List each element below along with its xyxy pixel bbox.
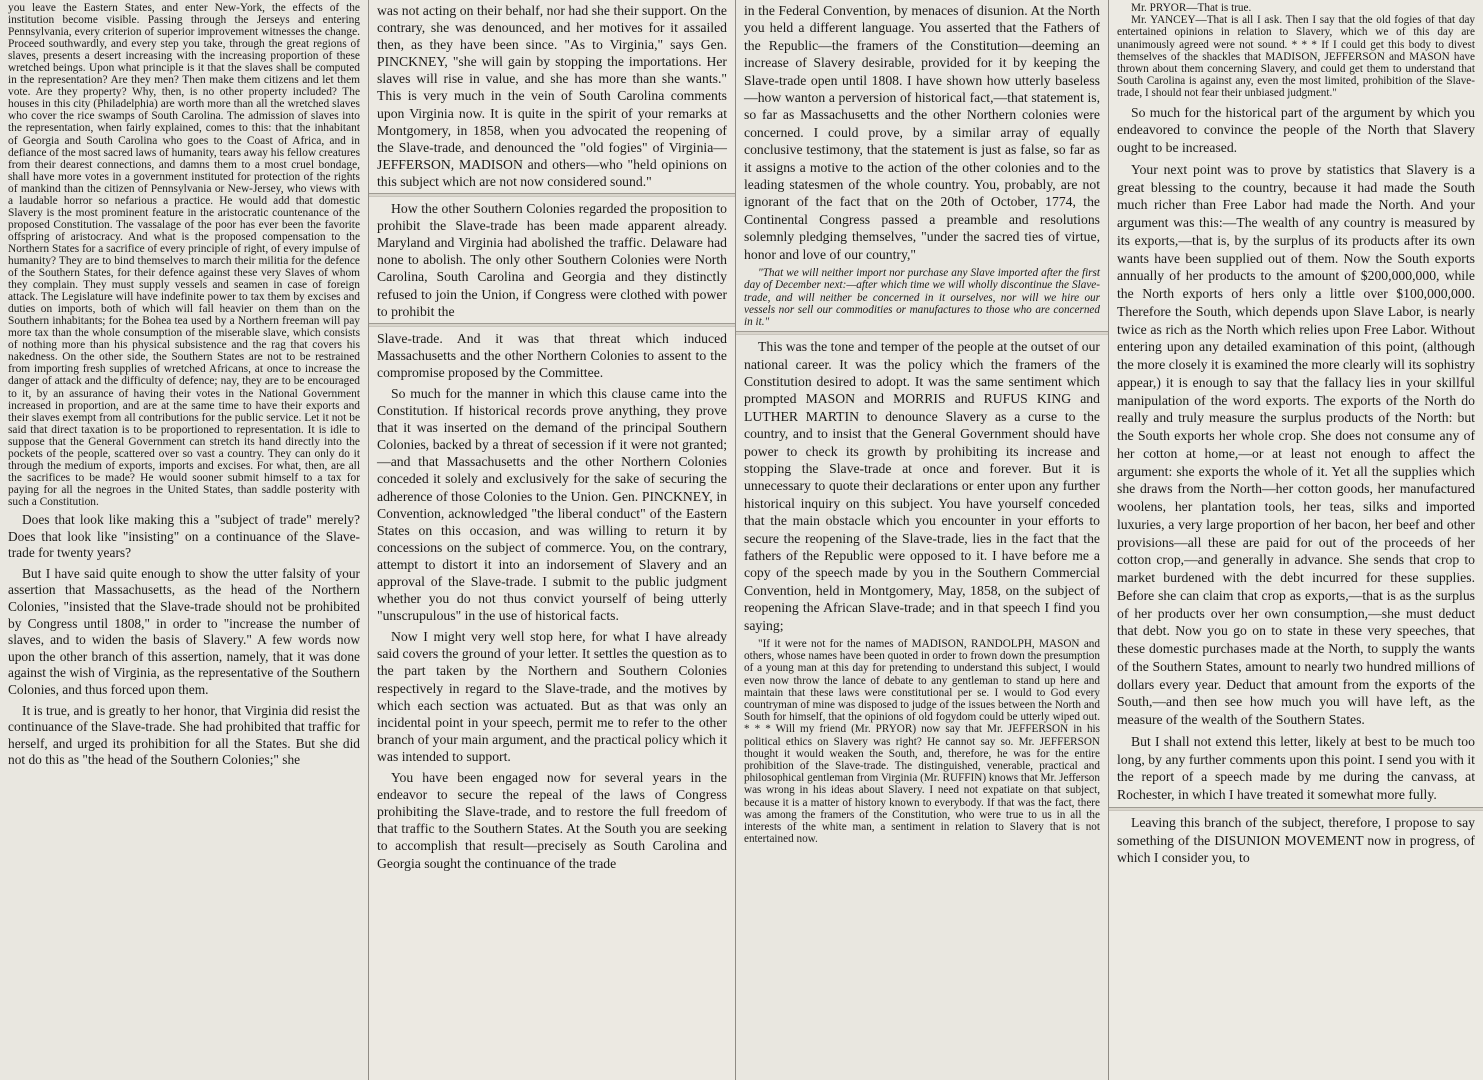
paragraph: Mr. YANCEY—That is all I ask. Then I say that the old fogies of that day entertained opinions in relation to Slavery, which we of this day are unanimously agreed were not sound. * * * If I could get this body to divest themselves of the shackles that MADISON, JEFFERSON and MASON have thrown about them concerning Slavery, and could get them to understand that South Carolina is against any, even the most limited, prohibition of the Slave-trade, I should not fear their unbiased judgment." [1117, 14, 1475, 100]
paragraph: Now I might very well stop here, for what I have already said covers the ground of your letter. It settles the question as to the part taken by the Northern and Southern Colonies respectively in regard to the Slave-trade, and the motives by which each section was actuated. But as that was only an incidental point in your speech, permit me to refer to the other branch of your main argument, and the practical policy which it was intended to support. [377, 629, 727, 764]
paragraph: Your next point was to prove by statistics that Slavery is a great blessing to the country, because it had made the South much richer than Free Labor had made the North. And your argument was this:—The wealth of any country is measured by its exports,—that is, by the surplus of its products after its own wants have been supplied out of them. Now the South exports annually of her products to the amount of $200,000,000, while the North exports of hers only a little over $100,000,000. Therefore the South, which depends upon Slave Labor, is nearly twice as rich as the North which relies upon Free Labor. Without entering upon any detailed examination of this point, (although the more closely it is examined the more clearly will its sophistry appear,) it is enough to say that the fallacy lies in your skillful manipulation of the word exports. The exports of the North do really and truly measure the surplus products of the North: but the South exports her whole crop. She does not consume any of her cotton at home,—or at least not enough to affect the argument: she exports the whole of it. Yet all the supplies which she draws from the North—her cotton goods, her manufactured woolens, her plantation tools, her teas, silks and imported luxuries, a very large proportion of her bacon, her beef and other provisions—all these are paid for out of the proceeds of her cotton crop,—and generally in advance. She sends that crop to market burdened with the debt incurred for these supplies. Before she can claim that crop as exports,—that is as the surplus of her products over her own consumption,—she must deduct that debt. Now you go on to state in these very speeches, that these domestic purchases made at the North, to supply the wants of the Southern States, amount to nearly two hundred millions of dollars every year. Deduct that amount from the exports of the South,—and then see how much you will have left, as the measure of the wealth of the Southern States. [1117, 161, 1475, 728]
paragraph: You have been engaged now for several years in the endeavor to secure the repeal of the laws of Congress prohibiting the Slave-trade, and to restore the full freedom of that traffic to the Southern States. At the South you are seeking to accomplish that result—precisely as South Carolina and Georgia sought the continuance of the trade [377, 770, 727, 871]
paragraph: Mr. PRYOR—That is true. [1131, 2, 1252, 14]
column-1 [0, 0, 369, 1080]
paragraph: This was the tone and temper of the people at the outset of our national career. It was the policy which the framers of the Constitution desired to adopt. It was the same sentiment which prompted MASON and MORRIS and RUFUS KING and LUTHER MARTIN to denounce Slavery as a curse to the country, and to insist that the General Government should have power to check its growth by prohibiting its increase and stopping the Slave-trade at once and forever. But it is unnecessary to quote their declarations or enter upon any further historical inquiry on this subject. You have yourself conceded that the main obstacle which you encounter in your efforts to secure the reopening of the Slave-trade, lies in the fact that the fathers of the Republic were opposed to it. I have before me a copy of the speech made by you in the Southern Commercial Convention, held in Montgomery, May, 1858, on the subject of reopening the African Slave-trade; and in that speech I find you saying; [744, 339, 1100, 633]
column-3 [736, 0, 1109, 1080]
quoted-resolution: "That we will neither import nor purchase any Slave imported after the first day of December next:—after which time we will wholly discontinue the Slave-trade, and will neither be concerned in it ourselves, nor will we hire our vessels nor sell our commodities or manufactures to those who are concerned in it." [744, 267, 1100, 328]
paragraph: But I have said quite enough to show the utter falsity of your assertion that Massachusetts, as the head of the Northern Colonies, "insisted that the Slave-trade should not be prohibited by Congress until 1808," in order to "increase the number of slaves, and to widen the basis of Slavery." A few words now upon the other branch of this assertion, namely, that it was done against the wish of Virginia, as the representative of the Southern Colonies, and thus forced upon them. [8, 565, 360, 697]
paragraph: Slave-trade. And it was that threat which induced Massachusetts and the other Northern Colonies to assent to the compromise proposed by the Committee. [377, 330, 727, 380]
clipping-divider [736, 331, 1108, 335]
column-2 [369, 0, 736, 1080]
column-4 [1109, 0, 1483, 1080]
paragraph: Leaving this branch of the subject, therefore, I propose to say something of the DISUNION MOVEMENT now in progress, of which I consider you, to [1117, 814, 1475, 866]
paragraph: So much for the historical part of the argument by which you endeavored to convince the people of the North that Slavery ought to be increased. [1117, 104, 1475, 156]
paragraph: Does that look like making this a "subject of trade" merely? Does that look like "insisting" on a continuance of the Slave-trade for twenty years? [8, 511, 360, 561]
paragraph: was not acting on their behalf, nor had she their support. On the contrary, she was denounced, and her motives for it assailed then, as they have been since. "As to Virginia," says Gen. PINCKNEY, "she will gain by stopping the importations. Her slaves will rise in value, and she has more than she wants." This is very much in the vein of South Carolina comments upon Virginia now. It is quite in the spirit of your remarks at Montgomery, in 1858, when you advocated the reopening of the Slave-trade, and denounced the "old fogies" of Virginia—JEFFERSON, MADISON and others—who "held opinions on this subject which are not now considered sound." [377, 3, 727, 189]
paragraph: How the other Southern Colonies regarded the proposition to prohibit the Slave-trade has been made apparent already. Maryland and Virginia had abolished the traffic. Delaware had none to abolish. The only other Southern Colonies were North Carolina, South Carolina and Georgia and they distinctly refused to join the Union, if Congress were clothed with power to prohibit the [377, 201, 727, 319]
paragraph: in the Federal Convention, by menaces of disunion. At the North you held a different language. You asserted that the Fathers of the Republic—the framers of the Constitution—deeming an increase of Slavery desirable, provided for it by keeping the Slave-trade open until 1808. I have shown how utterly baseless—how wanton a perversion of historical fact,—that statement is, so far as Massachusetts and the other Northern colonies were concerned. I could prove, by a similar array of equally conclusive testimony, that the statement is just as false, so far as it assigns a motive to the action of the other colonies and to the leading statesmen of the whole country. You, probably, are not ignorant of the fact that on the 20th of October, 1774, the Continental Congress passed a preamble and resolutions solemnly pledging themselves, "under the sacred ties of virtue, honor and love of our country," [744, 3, 1100, 262]
paragraph: you leave the Eastern States, and enter New-York, the effects of the institution become visible. Passing through the Jerseys and entering Pennsylvania, every criterion of superior improvement witnesses the change. Proceed southwardly, and every step you take, through the great regions of slaves, presents a desert increasing with the increasing proportion of these wretched beings. Upon what principle is it that the slaves shall be computed in the representation? Are they men? Then make them citizens and let them vote. Are they property? Why, then, is no other property included? The houses in this city (Philadelphia) are worth more than all the wretched slaves who cover the rice swamps of South Carolina. The admission of slaves into the representation, when fairly explained, comes to this: that the inhabitant of Georgia and South Carolina who goes to the Coast of Africa, and in defiance of the most sacred laws of humanity, tears away his fellow creatures from their dearest connections, and damns them to a most cruel bondage, shall have more votes in a government instituted for protection of the rights of mankind than the citizen of Pennsylvania or New-Jersey, who views with a laudable horror so nefarious a practice. He would add that domestic Slavery is the most prominent feature in the aristocratic countenance of the proposed Constitution. The vassalage of the poor has ever been the favorite offspring of aristocracy. And what is the proposed compensation to the Northern States for a sacrifice of every principle of right, of every impulse of humanity? They are to bind themselves to march their militia for the defence of the Southern States, for their defence against these very Slaves of whom they complain. They must supply vessels and seamen in case of foreign attack. The Legislature will have indefinite power to tax them by excises and duties on imports, both of which will fall heavier on them than on the Southern inhabitants; for the Bohea tea used by a Northern freeman will pay more tax than the whole consumption of the miserable slave, which consists of nothing more than his physical subsistence and the rag that covers his nakedness. On the other side, the Southern States are not to be restrained from importing fresh supplies of wretched Africans, at once to increase the danger of attack and the difficulty of defence; nay, they are to be encouraged to it, by an assurance of having their votes in the National Government increased in proportion, and are at the same time to have their exports and their slaves exempt from all contributions for the public service. Let it not be said that direct taxation is to be proportioned to representation. It is idle to suppose that the General Government can stretch its hand directly into the pockets of the people, scattered over so vast a country. They can only do it through the medium of exports, imports and excises. For what, then, are all the sacrifices to be made? He would sooner submit himself to a tax for paying for all the negroes in the United States, than saddle posterity with such a Constitution. [8, 2, 360, 508]
clipping-divider [369, 193, 735, 197]
clipping-divider [369, 323, 735, 327]
paragraph: So much for the manner in which this clause came into the Constitution. If historical records prove anything, they prove that it was inserted on the demand of the principal Southern Colonies, backed by a threat of secession if it were not granted;—and that Massachusetts and the other Northern Colonies conceded it solely and exclusively for the sake of securing the adherence of those Colonies to the Union. Gen. PINCKNEY, in Convention, acknowledged "the liberal conduct" of the Eastern States on this occasion, and was willing to return it by concessions on the subject of commerce. You, on the contrary, attempt to distort it into an indorsement of Slavery and an approval of the Slave-trade. I submit to the public judgment whether you do not thus convict yourself of being utterly "unscrupulous" in the use of historical facts. [377, 385, 727, 624]
paragraph: But I shall not extend this letter, likely at best to be much too long, by any further comments upon this point. I send you with it the report of a speech made by me during the canvass, at Rochester, in which I have treated it somewhat more fully. [1117, 733, 1475, 803]
paragraph: It is true, and is greatly to her honor, that Virginia did resist the continuance of the Slave-trade. She had prohibited that traffic for herself, and urged its prohibition for all the States. But she did not do this as "the head of the Southern Colonies;" she [8, 702, 360, 768]
quoted-speech: "If it were not for the names of MADISON, RANDOLPH, MASON and others, whose names have been quoted in order to frown down the presumption of a young man at this day for pretending to understand this subject, I would even now throw the lance of debate to any gentleman to stand up here and maintain that these laws were constitutional per se. I would to God every countryman of mine was disposed to judge of the issues between the North and South for himself, that the opinions of old fogydom could be utterly wiped out. * * * Will my friend (Mr. PRYOR) now say that Mr. JEFFERSON in his political ethics on Slavery was right? He cannot say so. Mr. JEFFERSON thought it would weaken the South, and, therefore, he was for the entire prohibition of the Slave-trade. The distinguished, venerable, practical and philosophical gentleman from Virginia (Mr. RUFFIN) knows that Mr. Jefferson was wrong in his ideas about Slavery. I need not expatiate on that subject, because it is a matter of history known to everybody. If that was the fact, there was among the framers of the Constitution, who were true to us in all the interests of the white man, a sentiment in relation to Slavery that is not entertained now. [744, 638, 1100, 846]
clipping-divider [1109, 807, 1483, 811]
